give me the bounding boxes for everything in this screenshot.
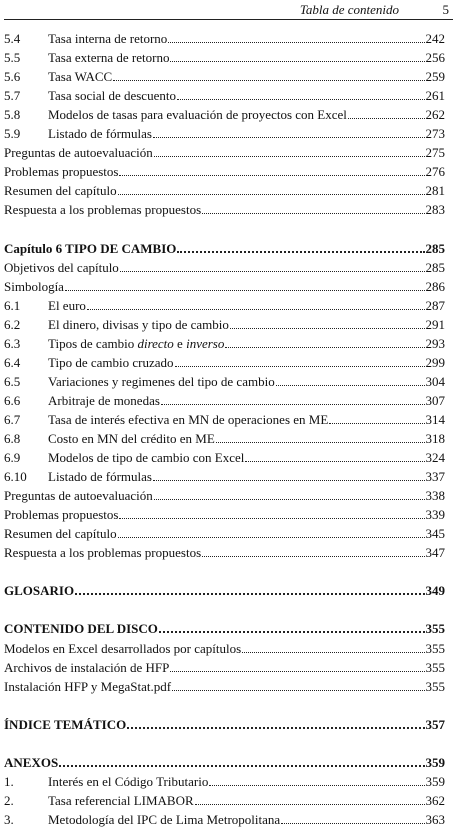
toc-entry-title: Tasa interna de retorno <box>48 31 168 46</box>
toc-entry <box>0 505 453 524</box>
toc-leader-dots <box>276 384 425 386</box>
toc-entry-title: Metodología del IPC de Lima Metropolitana <box>48 811 281 827</box>
toc-page-number: 339 <box>425 507 445 523</box>
toc-entry <box>0 658 453 677</box>
toc-leader-dots <box>209 784 424 786</box>
toc-entry-number: 2. <box>4 792 14 808</box>
toc-entry-title: Instalación HFP y MegaStat.pdf <box>4 678 172 694</box>
toc-page-number: 256 <box>425 50 445 66</box>
toc-leader-dots <box>154 498 425 500</box>
toc-leader-dots <box>119 517 424 519</box>
toc-leader-dots <box>225 346 424 348</box>
toc-leader-dots <box>127 726 424 729</box>
toc-entry-title: Resumen del capítulo <box>4 183 117 199</box>
toc-entry-title: Respuesta a los problemas propuestos <box>4 202 202 218</box>
toc-entry-title: Interés en el Código Tributario <box>48 773 209 789</box>
toc-entry-number: 5.7 <box>4 88 21 104</box>
toc-page-number: 307 <box>425 392 445 408</box>
toc-spacer <box>0 696 453 715</box>
header-page-number: 5 <box>442 2 449 17</box>
toc-entry <box>0 258 453 277</box>
toc-leader-dots <box>65 289 425 291</box>
toc-page-number: 285 <box>425 259 445 275</box>
toc-leader-dots <box>230 327 425 329</box>
toc-entry-title: Problemas propuestos <box>4 164 119 180</box>
toc-spacer <box>0 734 453 753</box>
toc-page-number: 347 <box>425 545 445 561</box>
toc-page-number: 338 <box>425 488 445 504</box>
toc-page-number: 299 <box>425 354 445 370</box>
toc-page-number: 357 <box>425 716 445 732</box>
toc-entry <box>0 200 453 219</box>
toc-leader-dots <box>177 250 424 253</box>
toc-page-number: 261 <box>425 88 445 104</box>
toc-leader-dots <box>153 136 425 138</box>
toc-page-number: 355 <box>425 659 445 675</box>
toc-entry-number: 6.2 <box>4 316 21 332</box>
toc-entry-number: 5.4 <box>4 31 21 46</box>
toc-entry <box>0 524 453 543</box>
toc-entry-title: Tasa externa de retorno <box>48 50 170 66</box>
toc-page-number: 355 <box>425 678 445 694</box>
toc-leader-dots <box>153 479 425 481</box>
toc-entry-title: Variaciones y regimenes del tipo de cambio <box>48 373 275 389</box>
toc-entry <box>0 810 453 829</box>
toc-page-number: 359 <box>425 773 445 789</box>
toc-entry-number: 5.8 <box>4 107 21 123</box>
toc-entry-title: ÍNDICE TEMÁTICO <box>4 716 127 732</box>
toc-page-number: 275 <box>425 145 445 161</box>
toc-page-number: 291 <box>425 316 445 332</box>
toc-leader-dots <box>154 155 425 157</box>
toc-page-number: 242 <box>425 31 445 46</box>
toc-entry-number: 6.9 <box>4 450 21 466</box>
toc-entry <box>0 639 453 658</box>
toc-entry-title: Objetivos del capítulo <box>4 259 119 275</box>
toc-page-number: 324 <box>425 450 445 466</box>
toc-entry-title: Modelos de tipo de cambio con Excel <box>48 450 245 466</box>
toc-leader-dots <box>168 41 424 43</box>
toc-entry-title: El dinero, divisas y tipo de cambio <box>48 316 229 332</box>
toc-entry-title: GLOSARIO <box>4 583 75 599</box>
toc-leader-dots <box>59 764 424 767</box>
toc-entry-title: ANEXOS <box>4 754 59 770</box>
toc-page-number: 362 <box>425 792 445 808</box>
toc-page-number: 285 <box>425 240 445 256</box>
toc-section-heading <box>0 753 453 772</box>
toc-leader-dots <box>113 79 424 81</box>
toc-entry-number: 6.5 <box>4 373 21 389</box>
toc-leader-dots <box>87 308 425 310</box>
toc-page-number: 287 <box>425 297 445 313</box>
toc-leader-dots <box>118 536 425 538</box>
toc-section-heading <box>0 239 453 258</box>
toc-entry <box>0 143 453 162</box>
toc-entry <box>0 86 453 105</box>
toc-entry-number: 6.1 <box>4 297 21 313</box>
toc-entry <box>0 277 453 296</box>
toc-entry-number: 5.5 <box>4 50 21 66</box>
toc-leader-dots <box>172 689 424 691</box>
toc-entry-title: Respuesta a los problemas propuestos <box>4 545 202 561</box>
toc-entry <box>0 296 453 315</box>
toc-entry-number: 3. <box>4 811 14 827</box>
toc-entry-title: Preguntas de autoevaluación <box>4 145 153 161</box>
toc-leader-dots <box>216 441 425 443</box>
toc-page-number: 355 <box>425 621 445 637</box>
toc-entry <box>0 791 453 810</box>
toc-spacer <box>0 562 453 581</box>
toc-entry-title: Tasa social de descuento <box>48 88 176 104</box>
toc-leader-dots <box>175 365 425 367</box>
toc-entry <box>0 677 453 696</box>
toc-entry-title: Problemas propuestos <box>4 507 119 523</box>
toc-page-number: 337 <box>425 469 445 485</box>
toc-leader-dots <box>120 270 425 272</box>
toc-entry-title: Capítulo 6 TIPO DE CAMBIO <box>4 240 177 256</box>
toc-entry <box>0 543 453 562</box>
toc-section-heading <box>0 581 453 600</box>
toc-leader-dots <box>348 117 425 119</box>
header-rule <box>4 19 453 20</box>
toc-entry-title: Tasa de interés efectiva en MN de operaciones en ME <box>48 411 329 427</box>
toc-entry-title: Costo en MN del crédito en ME <box>48 430 215 446</box>
toc-page-number: 345 <box>425 526 445 542</box>
toc-entry <box>0 124 453 143</box>
toc-entry-title: CONTENIDO DEL DISCO <box>4 621 158 637</box>
toc-leader-dots <box>118 193 425 195</box>
toc-page-number: 276 <box>425 164 445 180</box>
toc-page-number: 349 <box>425 583 445 599</box>
toc-entry-title: El euro <box>48 297 86 313</box>
toc-leader-dots <box>119 174 424 176</box>
toc-page-number: 363 <box>425 811 445 827</box>
toc-page-number: 318 <box>425 430 445 446</box>
toc-page-number: 273 <box>425 126 445 142</box>
toc-page-number: 304 <box>425 373 445 389</box>
toc-entry-title: Modelos en Excel desarrollados por capítulos <box>4 640 242 656</box>
toc-leader-dots <box>177 98 425 100</box>
toc-entry-number: 5.6 <box>4 69 21 85</box>
toc-entry-number: 6.3 <box>4 335 21 351</box>
toc-entry <box>0 315 453 334</box>
toc-leader-dots <box>159 630 425 633</box>
toc-entry-number: 6.8 <box>4 430 21 446</box>
toc-spacer <box>0 219 453 238</box>
toc-entry-title: Arbitraje de monedas <box>48 392 160 408</box>
toc-entry-title: Resumen del capítulo <box>4 526 117 542</box>
toc-entry-number: 6.10 <box>4 469 27 485</box>
toc-page-number: 359 <box>425 754 445 770</box>
table-of-contents <box>0 29 453 829</box>
toc-entry <box>0 48 453 67</box>
toc-page-number: 286 <box>425 278 445 294</box>
toc-entry-title: Modelos de tasas para evaluación de proyectos con Excel <box>48 107 347 123</box>
toc-entry-title: Tipos de cambio directo e inverso <box>48 335 225 351</box>
toc-entry <box>0 429 453 448</box>
toc-entry-title: Archivos de instalación de HFP <box>4 659 170 675</box>
toc-page-number: 259 <box>425 69 445 85</box>
toc-entry-title: Simbología <box>4 278 64 294</box>
toc-entry-number: 6.7 <box>4 411 21 427</box>
toc-leader-dots <box>242 651 424 653</box>
toc-entry <box>0 372 453 391</box>
toc-page-number: 314 <box>425 411 445 427</box>
toc-section-heading <box>0 715 453 734</box>
toc-entry-title: Preguntas de autoevaluación <box>4 488 153 504</box>
toc-entry-title: Tasa referencial LIMABOR <box>48 792 194 808</box>
toc-entry <box>0 162 453 181</box>
toc-leader-dots <box>202 212 424 214</box>
toc-entry <box>0 391 453 410</box>
toc-leader-dots <box>329 422 424 424</box>
toc-page-number: 281 <box>425 183 445 199</box>
toc-entry-number: 5.9 <box>4 126 21 142</box>
toc-entry-title: Tipo de cambio cruzado <box>48 354 174 370</box>
toc-leader-dots <box>170 60 424 62</box>
toc-entry-number: 6.4 <box>4 354 21 370</box>
toc-leader-dots <box>245 460 424 462</box>
toc-page-number: 283 <box>425 202 445 218</box>
toc-section-heading <box>0 619 453 638</box>
toc-entry <box>0 67 453 86</box>
toc-spacer <box>0 600 453 619</box>
toc-leader-dots <box>75 592 424 595</box>
toc-entry-number: 6.6 <box>4 392 21 408</box>
toc-page-number: 262 <box>425 107 445 123</box>
toc-entry <box>0 772 453 791</box>
toc-entry <box>0 448 453 467</box>
toc-entry <box>0 334 453 353</box>
toc-entry <box>0 181 453 200</box>
toc-leader-dots <box>161 403 425 405</box>
toc-leader-dots <box>170 670 424 672</box>
toc-entry <box>0 105 453 124</box>
toc-page-number: 355 <box>425 640 445 656</box>
toc-entry-title: Listado de fórmulas <box>48 126 152 142</box>
header-title: Tabla de contenido <box>299 2 399 17</box>
toc-entry <box>0 467 453 486</box>
toc-leader-dots <box>202 555 424 557</box>
toc-entry-number: 1. <box>4 773 14 789</box>
toc-entry <box>0 353 453 372</box>
toc-entry-title: Listado de fórmulas <box>48 469 152 485</box>
toc-entry <box>0 486 453 505</box>
toc-entry <box>0 410 453 429</box>
toc-entry-title: Tasa WACC <box>48 69 113 85</box>
toc-leader-dots <box>195 803 425 805</box>
toc-entry <box>0 29 453 48</box>
running-header <box>0 0 453 24</box>
toc-leader-dots <box>281 822 424 824</box>
toc-page-number: 293 <box>425 335 445 351</box>
